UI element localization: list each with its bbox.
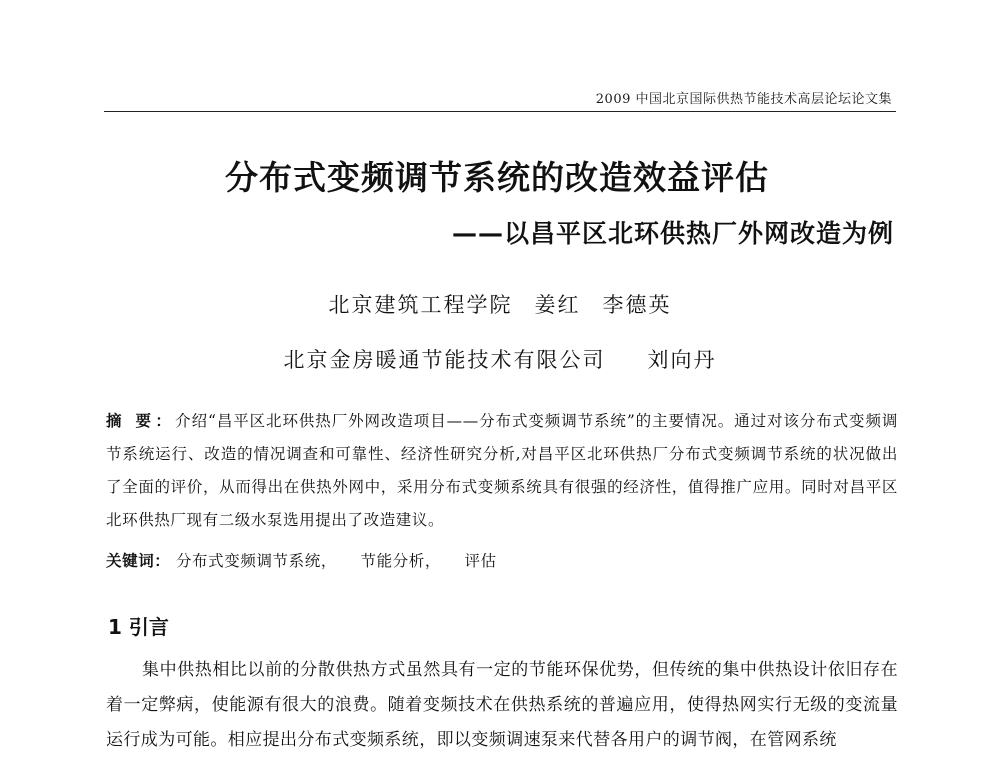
body-paragraph: 集中供热相比以前的分散供热方式虽然具有一定的节能环保优势，但传统的集中供热设计依旧存在着一定弊病，使能源有很大的浪费。随着变频技术在供热系统的普遍应用，使得热网实行无级的变流量运行成为可能。相应提出分布式变频系统，即以变频调速泵来代替各用户的调节阀，在管网系统 — [106, 660, 898, 750]
author-name-1: 姜红 — [534, 293, 581, 317]
keywords — [106, 549, 515, 571]
header-rule — [104, 111, 896, 112]
author-line-2 — [0, 344, 1000, 374]
abstract-label: 摘 要： — [106, 412, 176, 430]
keywords-label: 关键词： — [106, 552, 171, 570]
affiliation-2: 北京金房暖通节能技术有限公司 — [283, 348, 606, 372]
author-line-1 — [0, 289, 1000, 319]
author-name-2: 李德英 — [602, 293, 672, 317]
section-heading-introduction: 1 引言 — [108, 615, 169, 639]
paper-title: 分布式变频调节系统的改造效益评估 — [225, 158, 769, 197]
author-name-3: 刘向丹 — [647, 348, 717, 372]
keyword-2: 节能分析， — [360, 552, 441, 570]
paper-subtitle: ——以昌平区北环供热厂外网改造为例 — [451, 219, 894, 248]
running-header: 2009 中国北京国际供热节能技术高层论坛论文集 — [595, 92, 892, 107]
affiliation-1: 北京建筑工程学院 — [328, 293, 513, 317]
abstract-text: 介绍“昌平区北环供热厂外网改造项目——分布式变频调节系统”的主要情况。通过对该分布式变频调节系统运行、改造的情况调查和可靠性、经济性研究分析,对昌平区北环供热厂分布式变频调节系统的状况做出了全面的评价，从而得出在供热外网中，采用分布式变频系统具有很强的经济性，值得推广应用。同时对昌平区北环供热厂现有二级水泵选用提出了改造建议。 — [106, 412, 898, 529]
keyword-3: 评估 — [464, 552, 497, 570]
abstract — [106, 405, 898, 537]
keyword-1: 分布式变频调节系统， — [175, 552, 337, 570]
